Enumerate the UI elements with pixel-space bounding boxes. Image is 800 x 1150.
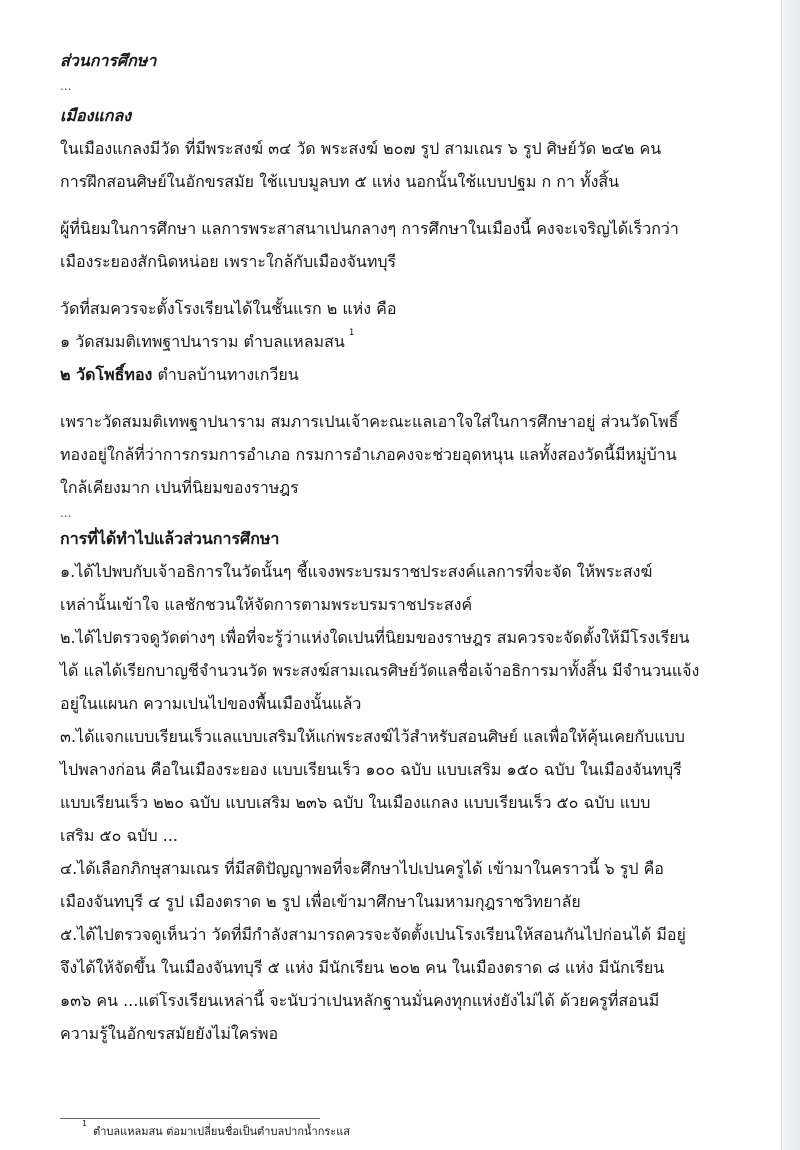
document-body <box>60 44 760 1050</box>
temple-item-2 <box>60 358 760 391</box>
footnote <box>82 1119 350 1140</box>
list-item-line: ไปพลางก่อน คือในเมืองระยอง แบบเรียนเร็ว ๑๐๐ ฉบับ แบบเสริม ๑๕๐ ฉบับ ในเมืองจันทบุรี <box>60 760 682 779</box>
list-item-line: เสริม ๕๐ ฉบับ ... <box>60 826 178 845</box>
temples-intro: วัดที่สมควรจะตั้งโรงเรียนได้ในชั้นแรก ๒ แห่ง คือ <box>60 299 397 318</box>
paragraph-line: ในเมืองแกลงมีวัด ที่มีพระสงฆ์ ๓๔ วัด พระสงฆ์ ๒๐๗ รูป สามเณร ๖ รูป ศิษย์วัด ๒๔๒ คน <box>60 139 662 158</box>
paragraph-line: การฝึกสอนศิษย์ในอักขรสมัย ใช้แบบมูลบท ๕ แห่ง นอกนั้นใช้แบบปฐม ก กา ทั้งสิ้น <box>60 172 620 191</box>
paragraph-line: เพราะวัดสมมติเทพฐาปนาราม สมภารเปนเจ้าคะณะแลเอาใจใส่ในการศึกษาอยู่ ส่วนวัดโพธิ์ <box>60 412 679 431</box>
temple-item-1-text: ๑ วัดสมมติเทพฐาปนาราม ตำบลแหลมสน <box>60 332 345 351</box>
page-edge <box>781 0 800 1150</box>
list-item-line: อยู่ในแผนก ความเปนไปของพื้นเมืองนั้นแล้ว <box>60 694 362 713</box>
section-title-education-done: การที่ได้ทำไปแล้วส่วนการศึกษา <box>60 529 280 548</box>
footnote-text: ตำบลแหลมสน ต่อมาเปลี่ยนชื่อเป็นตำบลปากน้ำกระแส <box>93 1125 350 1138</box>
omission-mark: ... <box>60 506 72 520</box>
section-title-muang-klaeng: เมืองแกลง <box>60 106 132 125</box>
temple-item-1 <box>60 325 760 358</box>
main-heading: ส่วนการศึกษา <box>60 51 157 70</box>
paragraph-line: ใกล้เคียงมาก เปนที่นิยมของราษฎร <box>60 478 299 497</box>
omission-mark: ... <box>60 79 72 93</box>
list-item-line: จึงได้ให้จัดขึ้น ในเมืองจันทบุรี ๕ แห่ง มีนักเรียน ๒๐๒ คน ในเมืองตราด ๘ แห่ง มีนักเรียน <box>60 958 665 977</box>
list-item-line: ๑.ได้ไปพบกับเจ้าอธิการในวัดนั้นๆ ชี้แจงพระบรมราชประสงค์แลการที่จะจัด ให้พระสงฆ์ <box>60 562 653 581</box>
list-item-line: เหล่านั้นเข้าใจ แลชักชวนให้จัดการตามพระบรมราชประสงค์ <box>60 595 473 614</box>
temple-item-2-name: ๒ วัดโพธิ์ทอง <box>60 365 153 384</box>
list-item-line: ๓.ได้แจกแบบเรียนเร็วแลแบบเสริมให้แก่พระสงฆ์ไว้สำหรับสอนศิษย์ แลเพื่อให้คุ้นเคยกับแบบ <box>60 727 685 746</box>
list-item-line: เมืองจันทบุรี ๔ รูป เมืองตราด ๒ รูป เพื่อเข้ามาศึกษาในมหามกุฎราชวิทยาลัย <box>60 892 581 911</box>
footnote-reference: 1 <box>348 327 355 338</box>
list-item-line: ได้ แลได้เรียกบาญชีจำนวนวัด พระสงฆ์สามเณรศิษย์วัดแลชื่อเจ้าอธิการมาทั้งสิ้น มีจำนวนแจ้ง <box>60 661 700 680</box>
list-item-line: ความรู้ในอักขรสมัยยังไม่ใคร่พอ <box>60 1024 279 1043</box>
list-item-line: แบบเรียนเร็ว ๒๒๐ ฉบับ แบบเสริม ๒๓๖ ฉบับ ในเมืองแกลง แบบเรียนเร็ว ๕๐ ฉบับ แบบ <box>60 793 651 812</box>
footnote-divider <box>60 1118 320 1119</box>
temple-item-2-location: ตำบลบ้านทางเกวียน <box>152 365 299 384</box>
footnote-mark: 1 <box>82 1119 88 1129</box>
paragraph-line: ทองอยู่ใกล้ที่ว่าการกรมการอำเภอ กรมการอำเภอคงจะช่วยอุดหนุน แลทั้งสองวัดนี้มีหมู่บ้าน <box>60 445 677 464</box>
list-item-line: ๕.ได้ไปตรวจดูเห็นว่า วัดที่มีกำลังสามารถควรจะจัดตั้งเปนโรงเรียนให้สอนกันไปก่อนได้ มีอยู่ <box>60 925 686 944</box>
paragraph-line: ผู้ที่นิยมในการศึกษา แลการพระสาสนาเปนกลางๆ การศึกษาในเมืองนี้ คงจะเจริญได้เร็วกว่า <box>60 219 679 238</box>
list-item-line: ๒.ได้ไปตรวจดูวัดต่างๆ เพื่อที่จะรู้ว่าแห่งใดเปนที่นิยมของราษฎร สมควรจะจัดตั้งให้มีโรงเรียน <box>60 628 690 647</box>
list-item-line: ๔.ได้เลือกภิกษุสามเณร ที่มีสติปัญญาพอที่จะศึกษาไปเปนครูได้ เข้ามาในคราวนี้ ๖ รูป คือ <box>60 859 664 878</box>
list-item-line: ๑๓๖ คน ...แต่โรงเรียนเหล่านี้ จะนับว่าเปนหลักฐานมั่นคงทุกแห่งยังไม่ได้ ด้วยครูที่สอนมี <box>60 991 660 1010</box>
paragraph-line: เมืองระยองสักนิดหน่อย เพราะใกล้กับเมืองจันทบุรี <box>60 252 397 271</box>
